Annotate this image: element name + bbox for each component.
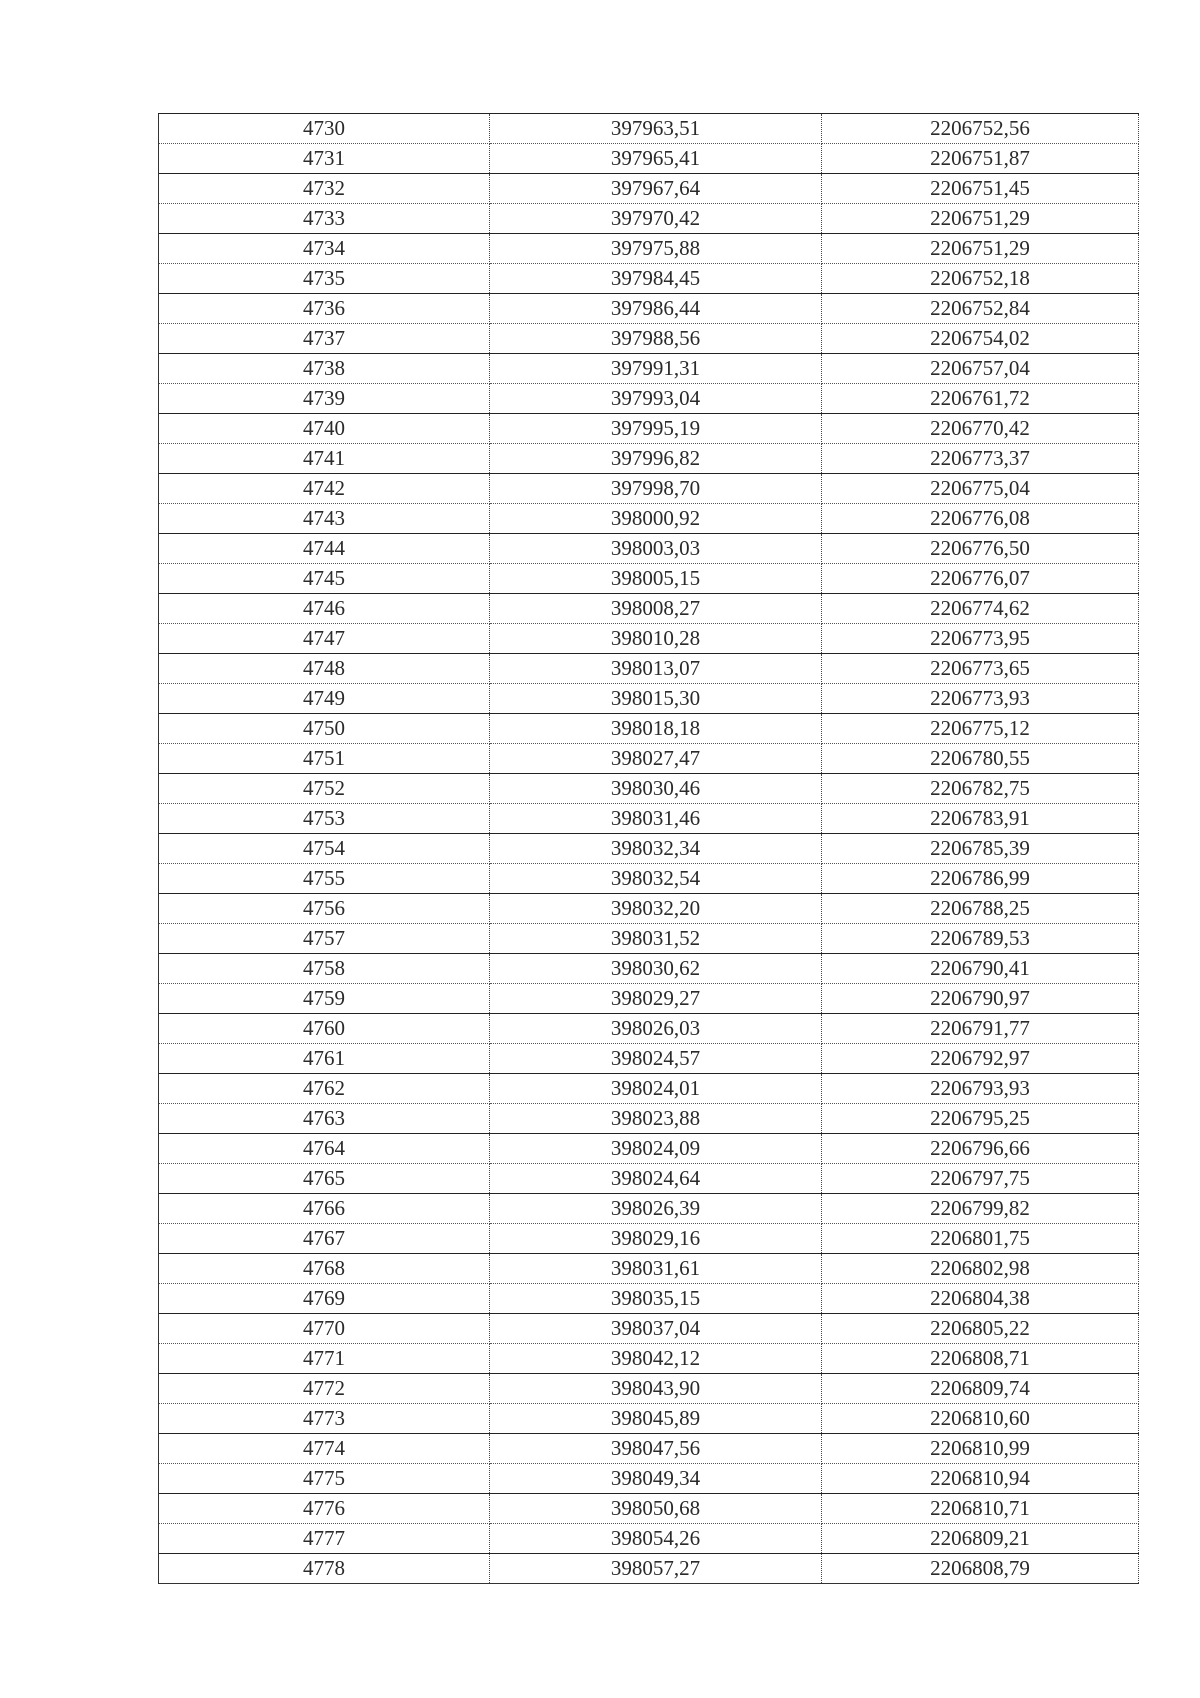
point-number-cell: 4752 [159, 774, 490, 804]
point-number-cell: 4743 [159, 504, 490, 534]
x-coordinate-cell: 398049,34 [490, 1464, 822, 1494]
table-row [159, 984, 1139, 1014]
point-number-cell: 4756 [159, 894, 490, 924]
x-coordinate-cell: 397984,45 [490, 264, 822, 294]
x-coordinate-cell: 398045,89 [490, 1404, 822, 1434]
x-coordinate-cell: 397975,88 [490, 234, 822, 264]
x-coordinate-cell: 398024,01 [490, 1074, 822, 1104]
table-row [159, 1104, 1139, 1134]
y-coordinate-cell: 2206799,82 [822, 1194, 1139, 1224]
point-number-cell: 4776 [159, 1494, 490, 1524]
table-row [159, 1284, 1139, 1314]
point-number-cell: 4768 [159, 1254, 490, 1284]
y-coordinate-cell: 2206782,75 [822, 774, 1139, 804]
table-row [159, 714, 1139, 744]
x-coordinate-cell: 398037,04 [490, 1314, 822, 1344]
x-coordinate-cell: 398000,92 [490, 504, 822, 534]
table-row [159, 1224, 1139, 1254]
y-coordinate-cell: 2206805,22 [822, 1314, 1139, 1344]
y-coordinate-cell: 2206776,07 [822, 564, 1139, 594]
table-row [159, 864, 1139, 894]
y-coordinate-cell: 2206809,21 [822, 1524, 1139, 1554]
x-coordinate-cell: 398015,30 [490, 684, 822, 714]
table-row [159, 1254, 1139, 1284]
point-number-cell: 4766 [159, 1194, 490, 1224]
x-coordinate-cell: 398032,20 [490, 894, 822, 924]
y-coordinate-cell: 2206774,62 [822, 594, 1139, 624]
y-coordinate-cell: 2206790,41 [822, 954, 1139, 984]
point-number-cell: 4760 [159, 1014, 490, 1044]
x-coordinate-cell: 397963,51 [490, 114, 822, 144]
y-coordinate-cell: 2206780,55 [822, 744, 1139, 774]
x-coordinate-cell: 398024,57 [490, 1044, 822, 1074]
point-number-cell: 4775 [159, 1464, 490, 1494]
x-coordinate-cell: 397993,04 [490, 384, 822, 414]
table-row [159, 594, 1139, 624]
x-coordinate-cell: 398029,27 [490, 984, 822, 1014]
point-number-cell: 4734 [159, 234, 490, 264]
table-row [159, 1524, 1139, 1554]
y-coordinate-cell: 2206751,87 [822, 144, 1139, 174]
x-coordinate-cell: 398057,27 [490, 1554, 822, 1584]
y-coordinate-cell: 2206783,91 [822, 804, 1139, 834]
y-coordinate-cell: 2206773,93 [822, 684, 1139, 714]
x-coordinate-cell: 398023,88 [490, 1104, 822, 1134]
point-number-cell: 4745 [159, 564, 490, 594]
point-number-cell: 4746 [159, 594, 490, 624]
point-number-cell: 4755 [159, 864, 490, 894]
table-row [159, 324, 1139, 354]
x-coordinate-cell: 397995,19 [490, 414, 822, 444]
point-number-cell: 4740 [159, 414, 490, 444]
y-coordinate-cell: 2206752,84 [822, 294, 1139, 324]
table-row [159, 924, 1139, 954]
x-coordinate-cell: 398029,16 [490, 1224, 822, 1254]
y-coordinate-cell: 2206773,95 [822, 624, 1139, 654]
y-coordinate-cell: 2206797,75 [822, 1164, 1139, 1194]
point-number-cell: 4749 [159, 684, 490, 714]
y-coordinate-cell: 2206775,04 [822, 474, 1139, 504]
y-coordinate-cell: 2206752,56 [822, 114, 1139, 144]
x-coordinate-cell: 398030,62 [490, 954, 822, 984]
y-coordinate-cell: 2206776,08 [822, 504, 1139, 534]
table-row [159, 1554, 1139, 1584]
table-row [159, 474, 1139, 504]
point-number-cell: 4736 [159, 294, 490, 324]
table-row [159, 504, 1139, 534]
point-number-cell: 4777 [159, 1524, 490, 1554]
point-number-cell: 4778 [159, 1554, 490, 1584]
y-coordinate-cell: 2206757,04 [822, 354, 1139, 384]
table-row [159, 444, 1139, 474]
point-number-cell: 4751 [159, 744, 490, 774]
x-coordinate-cell: 397998,70 [490, 474, 822, 504]
x-coordinate-cell: 398008,27 [490, 594, 822, 624]
point-number-cell: 4744 [159, 534, 490, 564]
x-coordinate-cell: 398047,56 [490, 1434, 822, 1464]
point-number-cell: 4773 [159, 1404, 490, 1434]
y-coordinate-cell: 2206802,98 [822, 1254, 1139, 1284]
point-number-cell: 4735 [159, 264, 490, 294]
y-coordinate-cell: 2206752,18 [822, 264, 1139, 294]
x-coordinate-cell: 398042,12 [490, 1344, 822, 1374]
x-coordinate-cell: 398031,61 [490, 1254, 822, 1284]
x-coordinate-cell: 398010,28 [490, 624, 822, 654]
y-coordinate-cell: 2206754,02 [822, 324, 1139, 354]
point-number-cell: 4741 [159, 444, 490, 474]
x-coordinate-cell: 398032,34 [490, 834, 822, 864]
x-coordinate-cell: 398026,39 [490, 1194, 822, 1224]
point-number-cell: 4737 [159, 324, 490, 354]
point-number-cell: 4758 [159, 954, 490, 984]
table-row [159, 1074, 1139, 1104]
table-row [159, 684, 1139, 714]
point-number-cell: 4730 [159, 114, 490, 144]
point-number-cell: 4761 [159, 1044, 490, 1074]
table-row [159, 1164, 1139, 1194]
table-row [159, 744, 1139, 774]
table-row [159, 834, 1139, 864]
table-row [159, 534, 1139, 564]
point-number-cell: 4764 [159, 1134, 490, 1164]
point-number-cell: 4757 [159, 924, 490, 954]
point-number-cell: 4772 [159, 1374, 490, 1404]
y-coordinate-cell: 2206810,60 [822, 1404, 1139, 1434]
point-number-cell: 4769 [159, 1284, 490, 1314]
y-coordinate-cell: 2206773,65 [822, 654, 1139, 684]
x-coordinate-cell: 398026,03 [490, 1014, 822, 1044]
y-coordinate-cell: 2206775,12 [822, 714, 1139, 744]
x-coordinate-cell: 398050,68 [490, 1494, 822, 1524]
y-coordinate-cell: 2206810,94 [822, 1464, 1139, 1494]
y-coordinate-cell: 2206751,45 [822, 174, 1139, 204]
table-row [159, 624, 1139, 654]
x-coordinate-cell: 398043,90 [490, 1374, 822, 1404]
x-coordinate-cell: 397965,41 [490, 144, 822, 174]
table-row [159, 174, 1139, 204]
x-coordinate-cell: 397970,42 [490, 204, 822, 234]
x-coordinate-cell: 398024,64 [490, 1164, 822, 1194]
x-coordinate-cell: 398003,03 [490, 534, 822, 564]
point-number-cell: 4748 [159, 654, 490, 684]
point-number-cell: 4753 [159, 804, 490, 834]
y-coordinate-cell: 2206809,74 [822, 1374, 1139, 1404]
x-coordinate-cell: 398030,46 [490, 774, 822, 804]
y-coordinate-cell: 2206808,79 [822, 1554, 1139, 1584]
table-row [159, 564, 1139, 594]
y-coordinate-cell: 2206751,29 [822, 204, 1139, 234]
point-number-cell: 4732 [159, 174, 490, 204]
y-coordinate-cell: 2206792,97 [822, 1044, 1139, 1074]
point-number-cell: 4765 [159, 1164, 490, 1194]
table-row [159, 144, 1139, 174]
point-number-cell: 4770 [159, 1314, 490, 1344]
point-number-cell: 4742 [159, 474, 490, 504]
point-number-cell: 4738 [159, 354, 490, 384]
x-coordinate-cell: 397991,31 [490, 354, 822, 384]
y-coordinate-cell: 2206810,99 [822, 1434, 1139, 1464]
y-coordinate-cell: 2206761,72 [822, 384, 1139, 414]
point-number-cell: 4731 [159, 144, 490, 174]
table-row [159, 1044, 1139, 1074]
y-coordinate-cell: 2206804,38 [822, 1284, 1139, 1314]
x-coordinate-cell: 397967,64 [490, 174, 822, 204]
point-number-cell: 4759 [159, 984, 490, 1014]
y-coordinate-cell: 2206793,93 [822, 1074, 1139, 1104]
point-number-cell: 4750 [159, 714, 490, 744]
y-coordinate-cell: 2206788,25 [822, 894, 1139, 924]
table-row [159, 264, 1139, 294]
table-row [159, 204, 1139, 234]
table-row [159, 1434, 1139, 1464]
x-coordinate-cell: 398005,15 [490, 564, 822, 594]
y-coordinate-cell: 2206795,25 [822, 1104, 1139, 1134]
x-coordinate-cell: 398024,09 [490, 1134, 822, 1164]
y-coordinate-cell: 2206776,50 [822, 534, 1139, 564]
x-coordinate-cell: 398032,54 [490, 864, 822, 894]
y-coordinate-cell: 2206790,97 [822, 984, 1139, 1014]
point-number-cell: 4754 [159, 834, 490, 864]
table-row [159, 1314, 1139, 1344]
table-row [159, 954, 1139, 984]
y-coordinate-cell: 2206785,39 [822, 834, 1139, 864]
x-coordinate-cell: 397996,82 [490, 444, 822, 474]
y-coordinate-cell: 2206789,53 [822, 924, 1139, 954]
y-coordinate-cell: 2206751,29 [822, 234, 1139, 264]
table-row [159, 654, 1139, 684]
table-row [159, 1404, 1139, 1434]
table-row [159, 1014, 1139, 1044]
point-number-cell: 4762 [159, 1074, 490, 1104]
point-number-cell: 4763 [159, 1104, 490, 1134]
x-coordinate-cell: 398031,52 [490, 924, 822, 954]
x-coordinate-cell: 397988,56 [490, 324, 822, 354]
table-row [159, 1194, 1139, 1224]
point-number-cell: 4771 [159, 1344, 490, 1374]
point-number-cell: 4739 [159, 384, 490, 414]
table-row [159, 894, 1139, 924]
point-number-cell: 4767 [159, 1224, 490, 1254]
table-body [159, 114, 1139, 1584]
table-row [159, 1134, 1139, 1164]
table-row [159, 384, 1139, 414]
x-coordinate-cell: 398035,15 [490, 1284, 822, 1314]
table-row [159, 1494, 1139, 1524]
y-coordinate-cell: 2206801,75 [822, 1224, 1139, 1254]
y-coordinate-cell: 2206773,37 [822, 444, 1139, 474]
point-number-cell: 4774 [159, 1434, 490, 1464]
x-coordinate-cell: 398054,26 [490, 1524, 822, 1554]
table-row [159, 414, 1139, 444]
table-row [159, 234, 1139, 264]
table-row [159, 294, 1139, 324]
y-coordinate-cell: 2206796,66 [822, 1134, 1139, 1164]
table-row [159, 1464, 1139, 1494]
table-row [159, 354, 1139, 384]
y-coordinate-cell: 2206810,71 [822, 1494, 1139, 1524]
table-row [159, 804, 1139, 834]
x-coordinate-cell: 398027,47 [490, 744, 822, 774]
y-coordinate-cell: 2206791,77 [822, 1014, 1139, 1044]
y-coordinate-cell: 2206770,42 [822, 414, 1139, 444]
x-coordinate-cell: 398018,18 [490, 714, 822, 744]
x-coordinate-cell: 397986,44 [490, 294, 822, 324]
x-coordinate-cell: 398031,46 [490, 804, 822, 834]
table-row [159, 1344, 1139, 1374]
point-number-cell: 4747 [159, 624, 490, 654]
point-number-cell: 4733 [159, 204, 490, 234]
x-coordinate-cell: 398013,07 [490, 654, 822, 684]
table-row [159, 774, 1139, 804]
table-row [159, 1374, 1139, 1404]
table-row [159, 114, 1139, 144]
y-coordinate-cell: 2206808,71 [822, 1344, 1139, 1374]
coordinates-table [158, 113, 1139, 1584]
y-coordinate-cell: 2206786,99 [822, 864, 1139, 894]
